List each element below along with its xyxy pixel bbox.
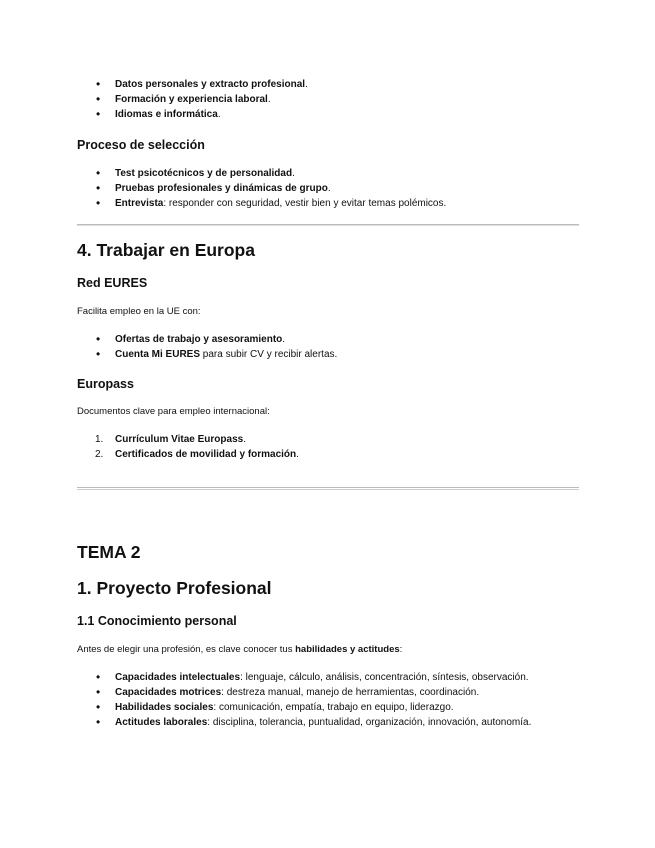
section-title-europa: 4. Trabajar en Europa [77,240,255,260]
list-item: • Habilidades sociales: comunicación, empatía, trabajo en equipo, liderazgo. [96,700,454,714]
bullet-icon: • [96,92,101,106]
list-item: • Test psicotécnicos y de personalidad. [96,166,295,180]
bullet-icon: • [96,685,101,699]
list-item: • Pruebas profesionales y dinámicas de grupo. [96,181,331,195]
list-item: • Idiomas e informática. [96,107,221,121]
bullet-icon: • [96,700,101,714]
subsection-heading: 1.1 Conocimiento personal [77,614,237,628]
europass-intro: Documentos clave para empleo internacional: [77,406,270,417]
bullet-icon: • [96,347,101,361]
bullet-icon: • [96,77,101,91]
divider [77,487,579,490]
eures-intro: Facilita empleo en la UE con: [77,306,201,317]
list-item: 2. Certificados de movilidad y formación. [95,449,299,460]
list-item: • Formación y experiencia laboral. [96,92,271,106]
bullet-icon: • [96,715,101,729]
bullet-icon: • [96,670,101,684]
list-item: 1. Currículum Vitae Europass. [95,434,246,445]
europass-heading: Europass [77,377,134,391]
eures-heading: Red EURES [77,276,148,290]
list-item: • Entrevista: responder con seguridad, vestir bien y evitar temas polémicos. [96,196,447,210]
capacidades-list [77,670,579,730]
seleccion-list [77,166,579,211]
tema-title: TEMA 2 [77,542,141,562]
divider [77,224,579,226]
bullet-icon: • [96,107,101,121]
tema2-intro: Antes de elegir una profesión, es clave conocer tus habilidades y actitudes: [77,644,403,655]
list-item: • Datos personales y extracto profesional. [96,77,308,91]
list-item: • Capacidades motrices: destreza manual, manejo de herramientas, coordinación. [96,685,480,699]
list-item: • Ofertas de trabajo y asesoramiento. [96,332,286,346]
seleccion-heading: Proceso de selección [77,138,205,152]
list-item: • Capacidades intelectuales: lenguaje, cálculo, análisis, concentración, síntesis, observación. [96,670,529,684]
list-item: • Actitudes laborales: disciplina, tolerancia, puntualidad, organización, innovación, autonomía. [96,715,532,729]
list-item: • Cuenta Mi EURES para subir CV y recibir alertas. [96,347,338,361]
bullet-icon: • [96,181,101,195]
bullet-icon: • [96,332,101,346]
bullet-icon: • [96,166,101,180]
eures-list [77,332,579,362]
section-title-proyecto: 1. Proyecto Profesional [77,578,272,598]
cv-contents-list [77,77,579,122]
europass-list [77,432,579,462]
bullet-icon: • [96,196,101,210]
